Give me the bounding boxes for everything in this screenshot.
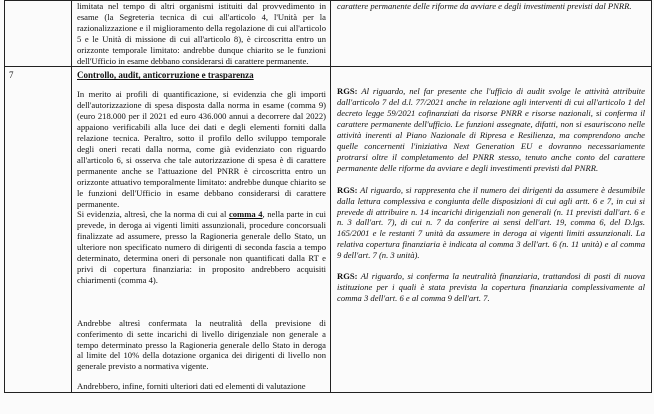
comparison-table	[4, 0, 652, 393]
response-paragraph-3: RGS: Al riguardo, si conferma la neutralità finanziaria, trattandosi di posti di nuova istituzione per i quali è stata prevista la copertura finanziaria complessivamente al comma 3 dell'art. 6 e al comma 9 dell'art. 7.	[337, 271, 645, 303]
comma-4-reference: comma 4	[228, 209, 263, 220]
response-paragraph-1: RGS: Al riguardo, nel far presente che l'ufficio di audit svolge le attività attribuite dall'articolo 7 del d.l. 77/2021 anche in relazione agli interventi di cui all'articolo 1 del decreto legge 59/2021 cofinanziati da risorse PNRR e risorse nazionali, si conferma il carattere permanente dell'ufficio. Le funzioni assegnate, difatti, non si esauriscono nelle attività inerenti al Piano Nazionale di Ripresa e Resilienza, ma comprendono anche quelle concernenti l'iniziativa Next Generation EU e dovranno necessariamente protrarsi oltre il completamento del PNRR stesso, tenuto anche conto del carattere permanente delle riforme da avviare e degli investimenti previsti dal PNRR.	[337, 86, 645, 173]
observation-text: limitata nel tempo di altri organismi istituiti dal provvedimento in esame (la Segreteria tecnica di cui all'articolo 4, l'Unità per la razionalizzazione e il miglioramento della regolazione di cui all'articolo 5 e le Unità di missione di cui all'articolo 8), è circoscritta entro un orizzonte temporale limitato: andrebbe dunque chiarito se le funzioni dell'Ufficio in esame debbano considerarsi di carattere permanente.	[77, 1, 326, 66]
observation-paragraph-4: Andrebbero, infine, forniti ulteriori dati ed elementi di valutazione	[77, 381, 306, 392]
article-number: 7	[9, 70, 14, 81]
observation-cell	[72, 1, 331, 67]
table-row-article-7	[5, 67, 652, 393]
number-cell	[5, 67, 72, 393]
response-cell	[331, 1, 652, 67]
observation-paragraph-2: Si evidenzia, altresì, che la norma di cui al comma 4, nella parte in cui prevede, in deroga ai vigenti limiti assunzionali, procedure concorsuali finalizzate ad assumere, presso la Ragioneria generale dello Stato, un ulteriore non specificato numero di dirigenti di seconda fascia a tempo determinato, determina oneri di personale non quantificati dalla RT e privi di copertura finanziaria: in proposito andrebbero acquisiti chiarimenti (comma 4).	[77, 209, 326, 285]
observation-paragraph-3: Andrebbe altresì confermata la neutralità della previsione di conferimento di sette incarichi di livello dirigenziale non generale a tempo determinato presso la Ragioneria generale dello Stato in deroga al limite del 10% della dotazione organica dei dirigenti di livello non generale previsto a normativa vigente.	[77, 317, 326, 372]
rgs-label: RGS:	[337, 86, 358, 97]
table-row-previous	[5, 1, 652, 67]
observation-paragraph-1: In merito ai profili di quantificazione, si evidenzia che gli importi dell'autorizzazione di spesa disposta dalla norma in esame (comma 9) (euro 218.000 per il 2021 ed euro 436.000 annui a decorrere dal 2022) appaiono verificabili alla luce dei dati e degli elementi forniti dalla relazione tecnica. Peraltro, sotto il profilo dello sviluppo temporale degli oneri recati dalla norma, come già evidenziato con riguardo all'articolo 6, si osserva che tale autorizzazione di spesa è di carattere permanente anche se l'attuazione del PNRR è circoscritta entro un orizzonte attuativo temporalmente limitato: andrebbe dunque chiarito se le funzioni dell'Ufficio in esame debbano considerarsi di carattere permanente.	[77, 89, 326, 209]
section-heading: Controllo, audit, anticorruzione e trasparenza	[77, 70, 254, 81]
rgs-label: RGS:	[337, 271, 358, 282]
response-cell	[331, 67, 652, 393]
response-paragraph-2: RGS: Al riguardo, si rappresenta che il numero dei dirigenti da assumere è desumibile dalla lettura complessiva e congiunta delle disposizioni di cui agli artt. 6 e 7, in cui si prevede di attribuire n. 14 incarichi dirigenziali non generali (n. 11 previsti dall'art. 6 e n. 3 dall'art. 7), di cui n. 7 da conferire ai sensi dell'art. 19, comma 6, del D.lgs. 165/2001 e le restanti 7 unità da assumere in deroga ai vigenti limiti assunzionali. La relativa copertura finanziaria è indicata al comma 3 dell'art. 6 (n. 11 unità) e al comma 9 dell'art. 7 (n. 3 unità).	[337, 184, 645, 261]
response-text: carattere permanente delle riforme da avviare e degli investimenti previsti dal PNRR.	[337, 1, 632, 11]
rgs-label: RGS:	[337, 184, 358, 195]
number-cell-empty	[5, 1, 72, 67]
observation-cell	[72, 67, 331, 393]
